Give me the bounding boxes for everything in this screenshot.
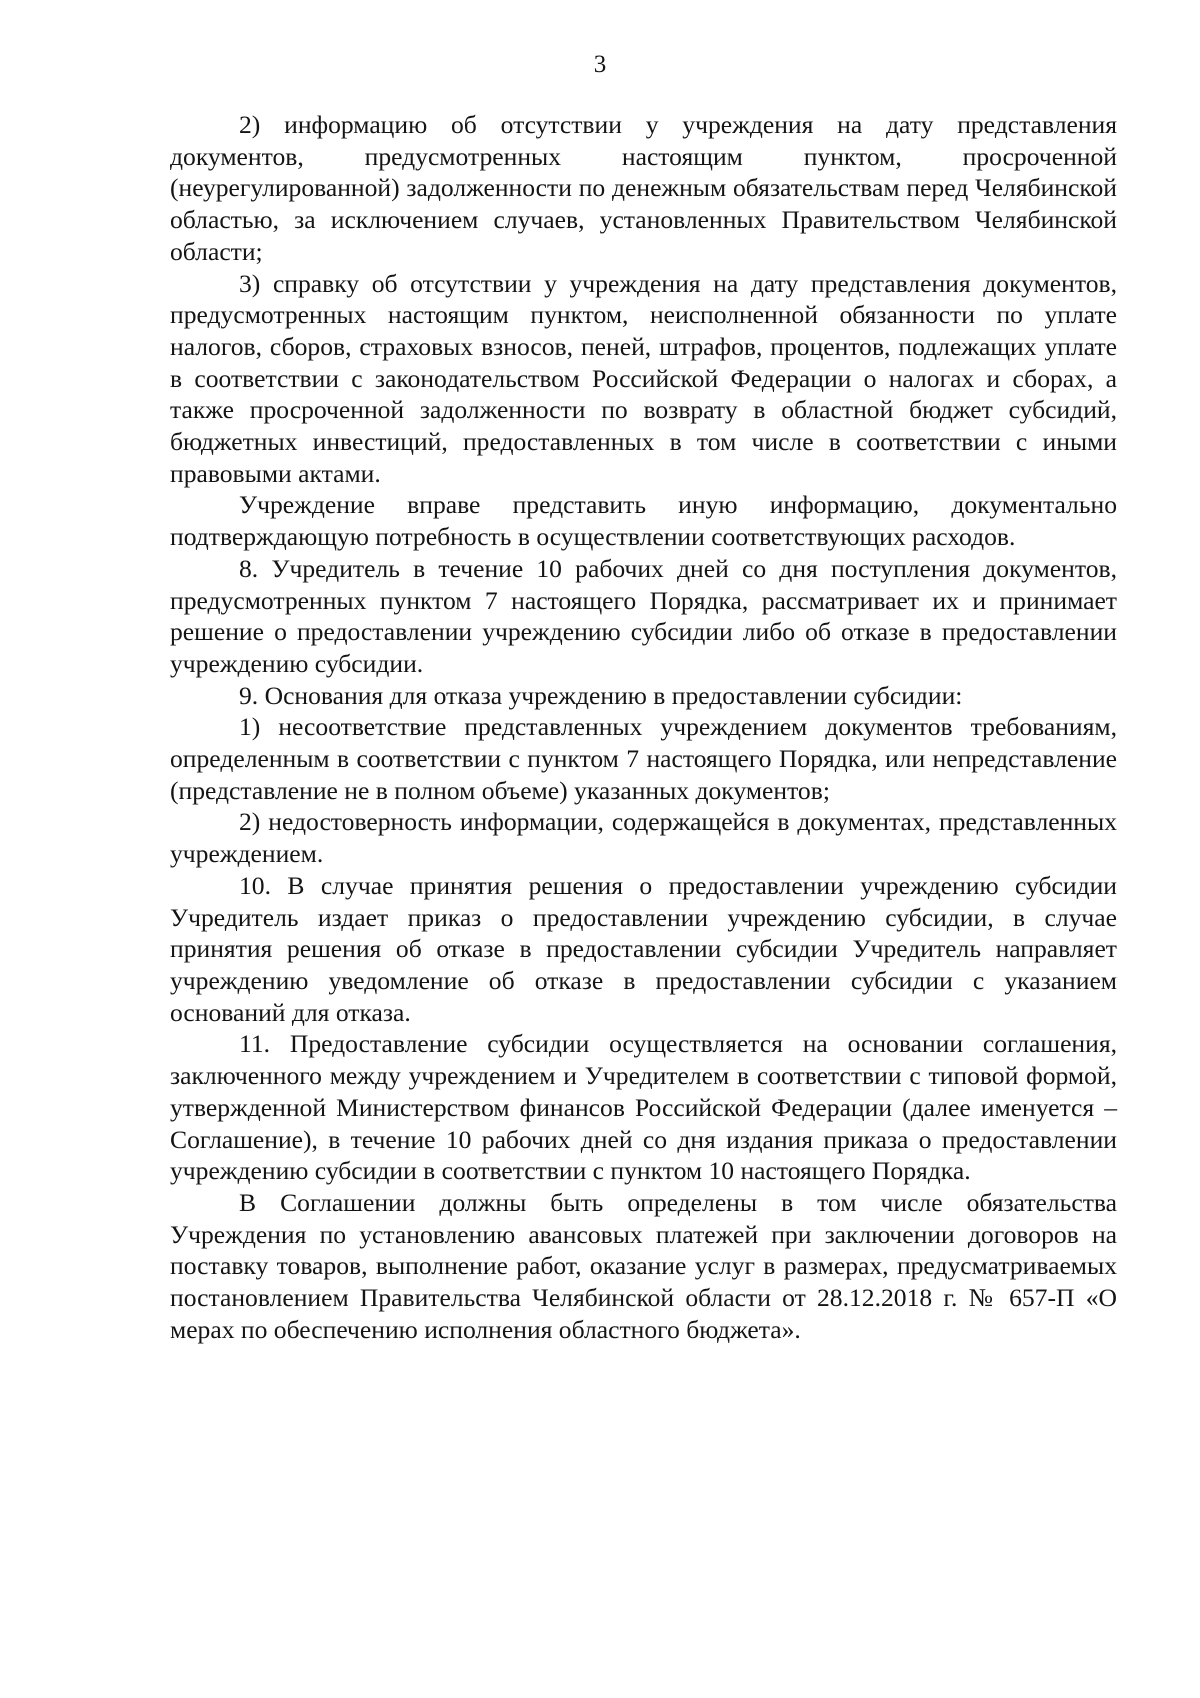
- paragraph-clause-10: 10. В случае принятия решения о предоставлении учреждению субсидии Учредитель издает приказ о предоставлении учреждению субсидии, в случае принятия решения об отказе в предоставлении субсидии Учредитель направляет учреждению уведомление об отказе в предоставлении субсидии с указанием оснований для отказа.: [170, 870, 1117, 1027]
- paragraph-clause-8: 8. Учредитель в течение 10 рабочих дней со дня поступления документов, предусмотренных пунктом 7 настоящего Порядка, рассматривает их и принимает решение о предоставлении учреждению субсидии либо об отказе в предоставлении учреждению субсидии.: [170, 553, 1117, 678]
- document-body: [170, 109, 1117, 1345]
- paragraph-agreement-obligations: В Соглашении должны быть определены в том числе обязательства Учреждения по установлению авансовых платежей при заключении договоров на поставку товаров, выполнение работ, оказание услуг в размерах, предусматриваемых постановлением Правительства Челябинской области от 28.12.2018 г. № 657-П «О мерах по обеспечению исполнения областного бюджета».: [170, 1187, 1117, 1344]
- paragraph-item-3-certificate: 3) справку об отсутствии у учреждения на дату представления документов, предусмотренных настоящим пунктом, неисполненной обязанности по уплате налогов, сборов, страховых взносов, пеней, штрафов, процентов, подлежащих уплате в соответствии с законодательством Российской Федерации о налогах и сборах, а также просроченной задолженности по возврату в областной бюджет субсидий, бюджетных инвестиций, предоставленных в том числе в соответствии с иными правовыми актами.: [170, 268, 1117, 488]
- paragraph-clause-9: 9. Основания для отказа учреждению в предоставлении субсидии:: [239, 680, 963, 710]
- paragraph-clause-11: 11. Предоставление субсидии осуществляется на основании соглашения, заключенного между учреждением и Учредителем в соответствии с типовой формой, утвержденной Министерством финансов Российской Федерации (далее именуется – Соглашение), в течение 10 рабочих дней со дня издания приказа о предоставлении учреждению субсидии в соответствии с пунктом 10 настоящего Порядка.: [170, 1029, 1117, 1186]
- paragraph-clause-9-item-2: 2) недостоверность информации, содержащейся в документах, представленных учреждением.: [170, 807, 1117, 869]
- paragraph-item-2-information: 2) информацию об отсутствии у учреждения на дату представления документов, предусмотренных настоящим пунктом, просроченной (неурегулированной) задолженности по денежным обязательствам перед Челябинской областью, за исключением случаев, установленных Правительством Челябинской области;: [170, 110, 1117, 266]
- paragraph-other-information: Учреждение вправе представить иную информацию, документально подтверждающую потребность в осуществлении соответствующих расходов.: [170, 490, 1117, 552]
- page-number: 3: [593, 51, 607, 78]
- paragraph-clause-9-item-1: 1) несоответствие представленных учреждением документов требованиям, определенным в соответствии с пунктом 7 настоящего Порядка, или непредставление (представление не в полном объеме) указанных документов;: [170, 712, 1117, 805]
